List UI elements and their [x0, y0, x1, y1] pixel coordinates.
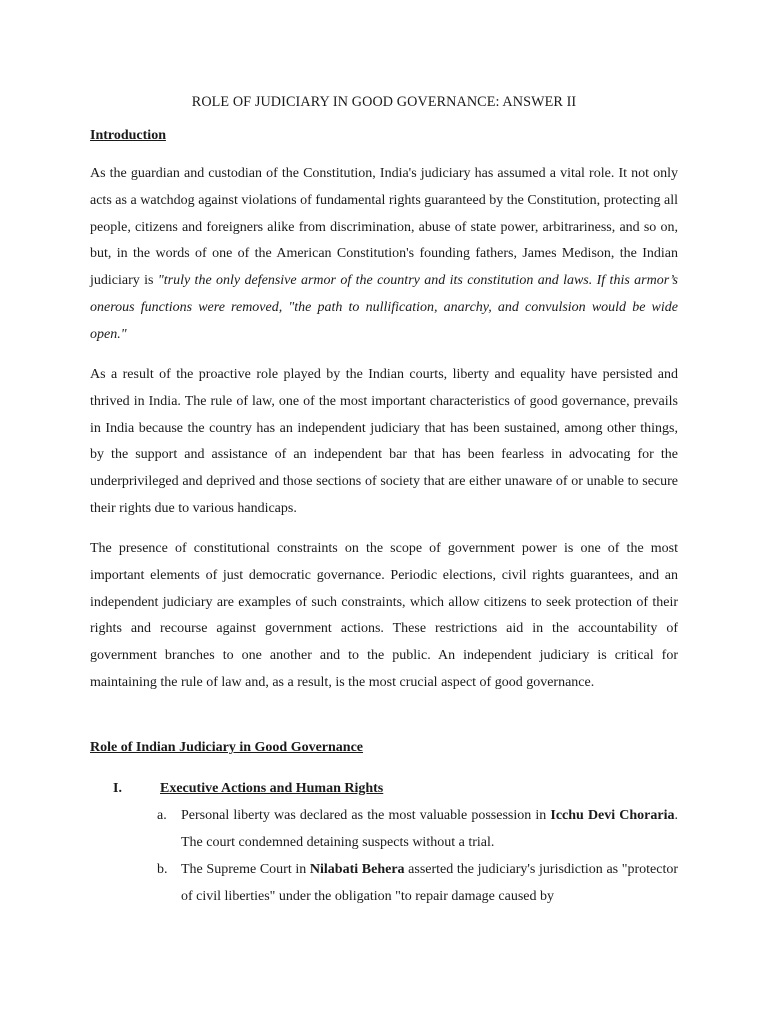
list-item-a-marker: a. — [157, 808, 167, 823]
madison-quote: "truly the only defensive armor of the country and its constitution and laws. If this armor’s onerous functions were removed, "the path to nullification, anarchy, and convulsion would be wide open." — [90, 273, 678, 342]
case-name-nilabati-behera: Nilabati Behera — [309, 862, 405, 877]
intro-paragraph-1 — [90, 161, 678, 349]
intro-paragraph-2: As a result of the proactive role played by the Indian courts, liberty and equality have persisted and thrived in India. The rule of law, one of the most important characteristics of good governance, prevails in India because the country has an independent judiciary that has been sustained, among other things, by the support and assistance of an independent bar that has been fearless in advocating for the underprivileged and deprived and those sections of society that are either unaware of or unable to secure their rights due to various handicaps. — [90, 367, 678, 516]
list-item-b-marker: b. — [157, 862, 168, 877]
intro-paragraph-1-text: As the guardian and custodian of the Constitution, India's judiciary has assumed a vital role. It not only acts as a watchdog against violations of fundamental rights guaranteed by the Constitution, protecting all people, citizens and foreigners alike from discrimination, abuse of state power, arbitrariness, and so on, but, in the words of one of the American Constitution's founding fathers, James Medison, the Indian judiciary is — [90, 166, 678, 289]
list-item-b — [181, 857, 678, 911]
list-item-a-text-2: . The court condemned detaining suspects without a trial. — [181, 808, 678, 850]
list-item-a-text-1: Personal liberty was declared as the most valuable possession in — [181, 808, 551, 823]
case-name-icchu-devi-choraria: Icchu Devi Choraria — [550, 808, 675, 823]
list-item-b-text-1: The Supreme Court in — [181, 862, 310, 877]
subsection-heading: Executive Actions and Human Rights — [160, 781, 384, 796]
list-item-b-text-2: asserted the judiciary's jurisdiction as "protector of civil liberties" under the obligation "to repair damage caused by — [181, 862, 678, 904]
list-item-a — [181, 803, 678, 857]
document-title: ROLE OF JUDICIARY IN GOOD GOVERNANCE: ANSWER II — [191, 94, 577, 110]
introduction-heading: Introduction — [90, 128, 166, 143]
section-heading: Role of Indian Judiciary in Good Governance — [90, 740, 364, 755]
intro-paragraph-3: The presence of constitutional constraints on the scope of government power is one of the most important elements of just democratic governance. Periodic elections, civil rights guarantees, and an independent judiciary are examples of such constraints, which allow citizens to seek protection of their rights and recourse against government actions. These restrictions aid in the accountability of government branches to one another and to the public. An independent judiciary is critical for maintaining the rule of law and, as a result, is the most crucial aspect of good governance. — [90, 541, 678, 690]
subsection-numeral: I. — [113, 781, 122, 796]
